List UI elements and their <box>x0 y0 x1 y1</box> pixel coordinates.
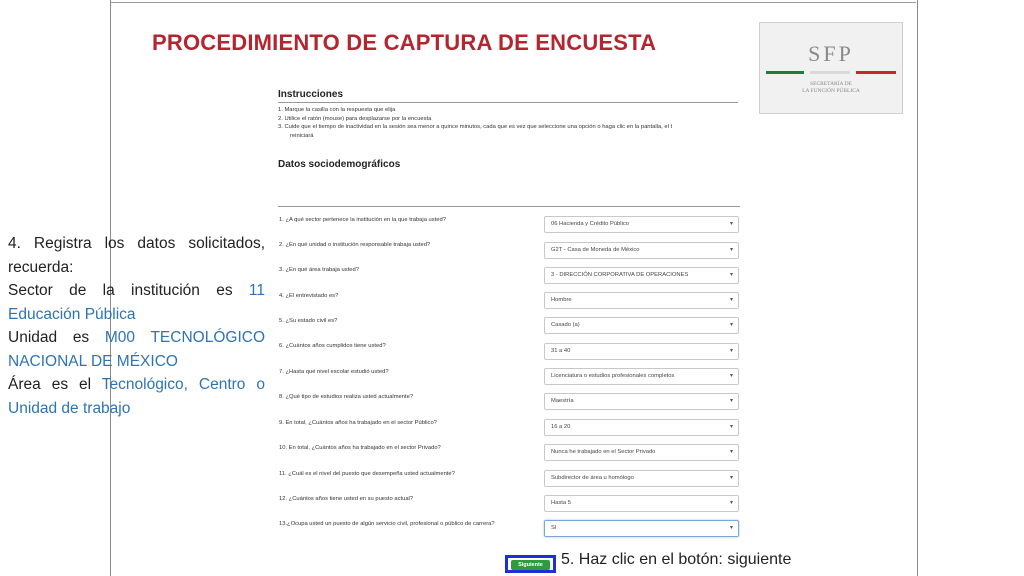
answer-select[interactable] <box>544 267 739 284</box>
logo-bar-green <box>766 71 804 74</box>
answer-select[interactable] <box>544 393 739 410</box>
answer-select[interactable] <box>544 317 739 334</box>
answer-select[interactable] <box>544 520 739 537</box>
select-value: Nunca he trabajado en el Sector Privado <box>551 449 656 455</box>
logo-bar-red <box>856 71 896 74</box>
select-value: G2T - Casa de Moneda de México <box>551 247 640 253</box>
chevron-down-icon: ▾ <box>729 373 733 379</box>
side-note-area-value: Tecnológico, Centro o Unidad de trabajo <box>8 376 265 417</box>
select-value: SI <box>551 525 557 531</box>
side-note-step4: 4. Registra los datos solicitados, recuerda: <box>8 235 265 276</box>
question-label: 2. ¿En qué unidad o institución responsable trabaja usted? <box>279 242 431 248</box>
question-label: 12. ¿Cuántos años tiene usted en su puesto actual? <box>279 496 414 502</box>
question-label: 6. ¿Cuántos años cumplidos tiene usted? <box>279 343 386 349</box>
question-label: 5. ¿Su estado civil es? <box>279 318 338 324</box>
instruction-item-continuation: reiniciará <box>290 132 314 139</box>
chevron-down-icon: ▾ <box>729 297 733 303</box>
answer-select[interactable] <box>544 470 739 487</box>
side-note <box>8 232 265 420</box>
select-value: 06 Hacienda y Crédito Público <box>551 221 629 227</box>
side-note-unit-label: Unidad es <box>8 329 105 346</box>
slide-top-border <box>110 2 916 3</box>
instruction-item: 3. Cuide que el tiempo de inactividad en la sesión sea menor a quince minutos, cada que es vez que seleccione una opción o haga clic en la pantalla, el t <box>278 124 673 130</box>
side-note-area <box>8 373 265 420</box>
select-value: Hasta 5 <box>551 500 571 506</box>
select-value: 31 a 40 <box>551 348 571 354</box>
question-label: 4. ¿El entrevistado es? <box>279 293 339 299</box>
instructions-heading: Instrucciones <box>278 89 344 100</box>
question-label: 9. En total, ¿Cuántos años ha trabajado en el sector Público? <box>279 420 437 426</box>
side-note-unit-value: M00 TECNOLÓGICO NACIONAL DE MÉXICO <box>8 329 265 370</box>
answer-select[interactable] <box>544 495 739 512</box>
chevron-down-icon: ▾ <box>729 475 733 481</box>
instruction-item: 2. Utilice el ratón (mouse) para desplazarse por la encuesta <box>278 115 432 122</box>
answer-select[interactable] <box>544 368 739 385</box>
select-value: 3 - DIRECCIÓN CORPORATIVA DE OPERACIONES <box>551 272 689 278</box>
select-value: Casado (a) <box>551 322 580 328</box>
side-note-sector-value: 11 Educación Pública <box>8 282 265 323</box>
chevron-down-icon: ▾ <box>729 449 733 455</box>
select-value: Hombre <box>551 297 572 303</box>
select-value: 16 a 20 <box>551 424 571 430</box>
sfp-logo <box>759 22 903 114</box>
side-note-sector-label: Sector de la institución es <box>8 282 249 299</box>
chevron-down-icon: ▾ <box>729 247 733 253</box>
section-divider <box>278 206 740 207</box>
chevron-down-icon: ▾ <box>729 398 733 404</box>
section-heading: Datos sociodemográficos <box>278 159 401 170</box>
instructions-divider <box>278 102 738 103</box>
slide-title: PROCEDIMIENTO DE CAPTURA DE ENCUESTA <box>152 30 657 55</box>
question-label: 8. ¿Qué tipo de estudios realiza usted actualmente? <box>279 394 414 400</box>
logo-bar-white <box>810 71 850 74</box>
chevron-down-icon: ▾ <box>729 322 733 328</box>
logo-subtitle <box>760 81 902 95</box>
question-label: 13.¿Ocupa usted un puesto de algún servicio civil, profesional o público de carrera? <box>279 521 495 527</box>
side-note-unit <box>8 326 265 373</box>
answer-select[interactable] <box>544 292 739 309</box>
survey-form-screenshot <box>275 84 741 554</box>
answer-select[interactable] <box>544 242 739 259</box>
step5-instruction: 5. Haz clic en el botón: siguiente <box>561 551 792 568</box>
logo-subtitle-line1: SECRETARÍA DE <box>810 81 852 87</box>
chevron-down-icon: ▾ <box>729 221 733 227</box>
side-note-sector <box>8 279 265 326</box>
instructions-list <box>278 106 748 140</box>
next-button[interactable]: Siguiente <box>511 560 550 570</box>
question-label: 10. En total, ¿Cuántos años ha trabajado en el sector Privado? <box>279 445 441 451</box>
select-value: Licenciatura o estudios profesionales completos <box>551 373 675 379</box>
logo-subtitle-line2: LA FUNCIÓN PÚBLICA <box>802 88 860 94</box>
answer-select[interactable] <box>544 216 739 233</box>
chevron-down-icon: ▾ <box>729 348 733 354</box>
answer-select[interactable] <box>544 444 739 461</box>
chevron-down-icon: ▾ <box>729 500 733 506</box>
chevron-down-icon: ▾ <box>729 272 733 278</box>
question-label: 7. ¿Hasta qué nivel escolar estudió usted? <box>279 369 389 375</box>
chevron-down-icon: ▾ <box>729 525 733 531</box>
logo-letters: SFP <box>808 41 854 66</box>
next-button-highlight <box>505 555 556 573</box>
select-value: Subdirector de área u homólogo <box>551 475 634 481</box>
side-note-area-label: Área es el <box>8 376 102 393</box>
question-label: 3. ¿En qué área trabaja usted? <box>279 267 359 273</box>
chevron-down-icon: ▾ <box>729 424 733 430</box>
question-label: 11. ¿Cuál es el nivel del puesto que desempeña usted actualmente? <box>279 471 455 477</box>
instruction-item: 1. Marque la casilla con la respuesta que elija <box>278 107 396 113</box>
answer-select[interactable] <box>544 343 739 360</box>
answer-select[interactable] <box>544 419 739 436</box>
question-label: 1. ¿A qué sector pertenece la institución en la que trabaja usted? <box>279 217 446 223</box>
select-value: Maestría <box>551 398 574 404</box>
